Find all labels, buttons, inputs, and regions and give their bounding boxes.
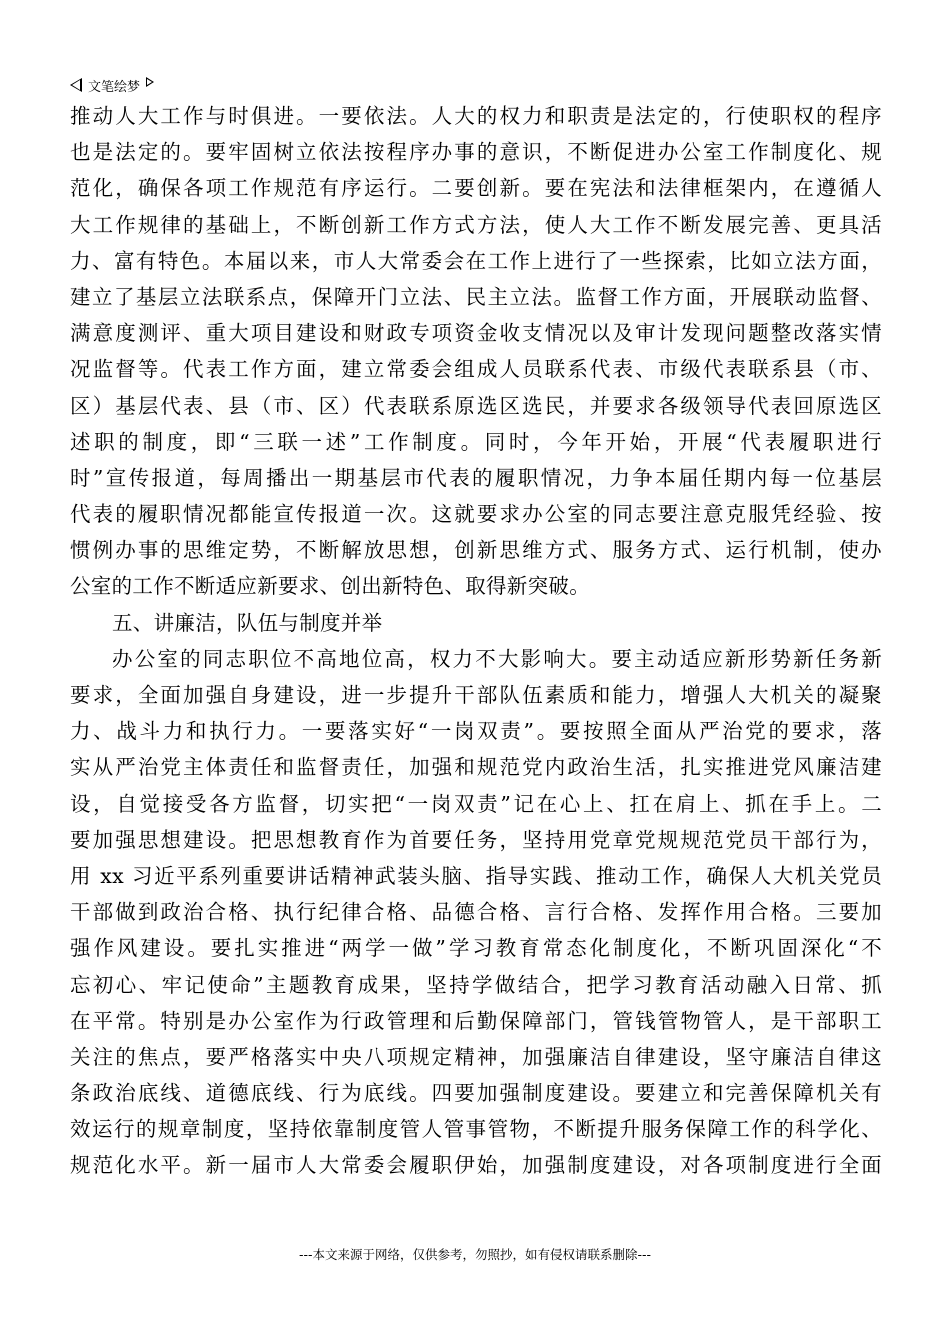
- text-line: 时”宣传报道，每周播出一期基层市代表的履职情况，力争本届任期内每一位基层: [70, 465, 882, 490]
- text-line: 强作风建设。要扎实推进“两学一做”学习教育常态化制度化，不断巩固深化“不: [70, 936, 882, 961]
- text-line: 代表的履职情况都能宣传报道一次。这就要求办公室的同志要注意克服凭经验、按: [70, 502, 882, 527]
- text-line: 范化，确保各项工作规范有序运行。二要创新。要在宪法和法律框架内，在遵循人: [70, 176, 882, 201]
- triangle-left-icon: [70, 78, 82, 92]
- header-title: 文笔绘梦: [88, 79, 141, 95]
- text-line: 在平常。特别是办公室作为行政管理和后勤保障部门，管钱管物管人，是干部职工: [70, 1008, 882, 1033]
- text-line: 也是法定的。要牢固树立依法按程序办事的意识，不断促进办公室工作制度化、规: [70, 140, 882, 165]
- text-line: 区）基层代表、县（市、区）代表联系原选区选民，并要求各级领导代表回原选区: [70, 393, 882, 418]
- text-line: 建立了基层立法联系点，保障开门立法、民主立法。监督工作方面，开展联动监督、: [70, 284, 882, 309]
- text-line: 办公室的同志职位不高地位高，权力不大影响大。要主动适应新形势新任务新: [112, 646, 882, 671]
- triangle-right-icon: [146, 77, 154, 87]
- text-line: 力、战斗力和执行力。一要落实好“一岗双责”。要按照全面从严治党的要求，落: [70, 719, 882, 744]
- text-line: 公室的工作不断适应新要求、创出新特色、取得新突破。: [70, 574, 590, 599]
- text-line: 规范化水平。新一届市人大常委会履职伊始，加强制度建设，对各项制度进行全面: [70, 1153, 882, 1178]
- page-footer: ---本文来源于网络，仅供参考，勿照抄，如有侵权请联系删除---: [298, 1247, 652, 1262]
- text-line: 大工作规律的基础上，不断创新工作方式方法，使人大工作不断发展完善、更具活: [70, 212, 882, 237]
- text-line: 干部做到政治合格、执行纪律合格、品德合格、言行合格、发挥作用合格。三要加: [70, 900, 882, 925]
- text-line: 力、富有特色。本届以来，市人大常委会在工作上进行了一些探索，比如立法方面，: [70, 248, 882, 273]
- document-body: [70, 98, 882, 1184]
- text-line: 设，自觉接受各方监督，切实把“一岗双责”记在心上、扛在肩上、抓在手上。二: [70, 791, 882, 816]
- text-line: 满意度测评、重大项目建设和财政专项资金收支情况以及审计发现问题整改落实情: [70, 321, 882, 346]
- text-line: 用 xx 习近平系列重要讲话精神武装头脑、指导实践、推动工作，确保人大机关党员: [70, 863, 882, 888]
- section-heading: 五、讲廉洁，队伍与制度并举: [112, 610, 383, 635]
- text-line: 要加强思想建设。把思想教育作为首要任务，坚持用党章党规规范党员干部行为，: [70, 827, 882, 852]
- text-line: 实从严治党主体责任和监督责任，加强和规范党内政治生活，扎实推进党风廉洁建: [70, 755, 882, 780]
- text-line: 效运行的规章制度，坚持依靠制度管人管事管物，不断提升服务保障工作的科学化、: [70, 1117, 882, 1142]
- text-line: 惯例办事的思维定势，不断解放思想，创新思维方式、服务方式、运行机制，使办: [70, 538, 882, 563]
- page-header: [70, 74, 154, 96]
- text-line: 要求，全面加强自身建设，进一步提升干部队伍素质和能力，增强人大机关的凝聚: [70, 683, 882, 707]
- text-line: 关注的焦点，要严格落实中央八项规定精神，加强廉洁自律建设，坚守廉洁自律这: [70, 1044, 882, 1069]
- text-line: 述职的制度，即“三联一述”工作制度。同时，今年开始，开展“代表履职进行: [70, 429, 882, 454]
- text-line: 况监督等。代表工作方面，建立常委会组成人员联系代表、市级代表联系县（市、: [70, 357, 882, 382]
- text-line: 推动人大工作与时俱进。一要依法。人大的权力和职责是法定的，行使职权的程序: [70, 104, 882, 128]
- text-line: 忘初心、牢记使命”主题教育成果，坚持学做结合，把学习教育活动融入日常、抓: [70, 972, 882, 997]
- text-line: 条政治底线、道德底线、行为底线。四要加强制度建设。要建立和完善保障机关有: [70, 1081, 882, 1106]
